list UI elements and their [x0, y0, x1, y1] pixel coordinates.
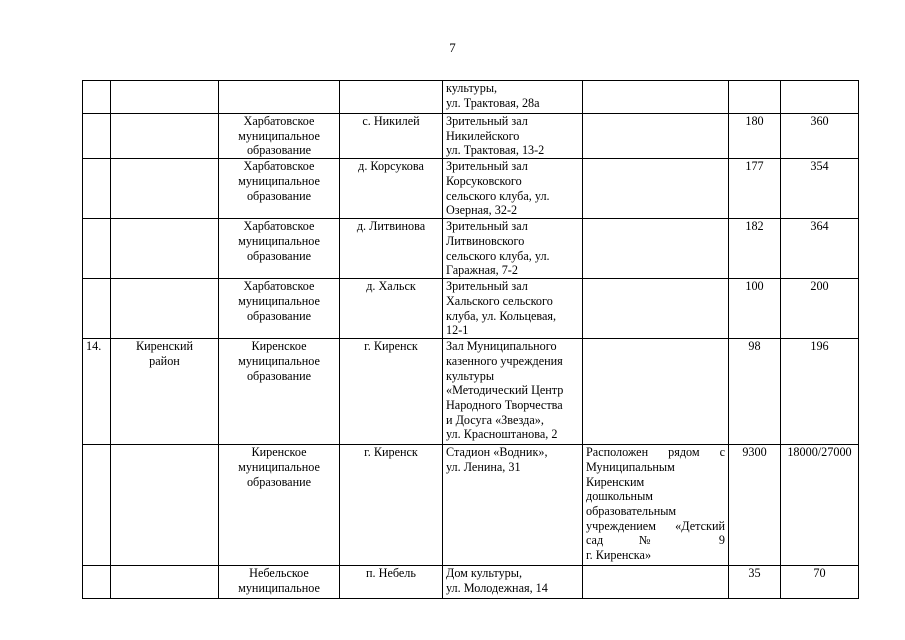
venue-cell [443, 279, 583, 339]
cell-text: 98 [748, 339, 761, 354]
municipality-cell [219, 219, 340, 279]
capacity-total-cell [781, 81, 859, 114]
cell-line: Зрительный зал [446, 114, 528, 128]
capacity-total-cell [781, 279, 859, 339]
table-row [83, 81, 859, 114]
cell-line: Стадион «Водник», [446, 445, 548, 460]
district-cell [111, 339, 219, 445]
table-row [83, 114, 859, 159]
cell-line: район [149, 353, 180, 368]
cell-line: муниципальное [238, 459, 320, 474]
capacity-total-cell [781, 114, 859, 159]
note-cell [583, 159, 729, 219]
capacity-cell [729, 279, 781, 339]
settlement-cell [340, 114, 443, 159]
row-number-cell [83, 114, 111, 159]
cell-text: 196 [810, 339, 829, 354]
cell-line: культуры, [446, 81, 498, 95]
cell-line: Киренским [586, 474, 645, 489]
capacity-total-cell [781, 566, 859, 599]
settlement-cell [340, 279, 443, 339]
cell-line: Зрительный зал [446, 279, 528, 294]
settlement-cell [340, 159, 443, 219]
venue-cell [443, 339, 583, 445]
table-row [83, 339, 859, 445]
table-row [83, 159, 859, 219]
cell-line: Корсуковского [446, 173, 522, 188]
cell-text: с. Никилей [362, 114, 420, 128]
cell-line: Зрительный зал [446, 219, 528, 234]
cell-line: дошкольным [586, 489, 653, 504]
note-cell [583, 339, 729, 445]
capacity-cell [729, 445, 781, 566]
cell-text: 182 [745, 219, 764, 234]
venue-cell [443, 114, 583, 159]
district-cell [111, 279, 219, 339]
cell-line: образование [246, 188, 312, 203]
cell-line: Хальского сельского [446, 293, 553, 308]
row-number-cell [83, 339, 111, 445]
district-cell [111, 159, 219, 219]
municipality-cell [219, 114, 340, 159]
settlement-cell [340, 339, 443, 445]
row-number-cell [83, 279, 111, 339]
cell-text: 9300 [742, 445, 767, 460]
cell-text: 14. [86, 339, 102, 354]
row-number-cell [83, 219, 111, 279]
cell-text: 180 [745, 114, 764, 128]
cell-text: 70 [813, 566, 826, 581]
cell-line: муниципальное [238, 173, 320, 188]
cell-text: 354 [810, 159, 829, 174]
row-number-cell [83, 566, 111, 599]
capacity-cell [729, 219, 781, 279]
note-cell [583, 219, 729, 279]
cell-text: 177 [745, 159, 764, 174]
cell-text: 100 [745, 279, 764, 294]
venue-cell [443, 566, 583, 599]
municipality-cell [219, 339, 340, 445]
cell-line: Харбатовское [243, 219, 315, 234]
cell-line: сельского клуба, ул. [446, 248, 550, 263]
capacity-cell [729, 159, 781, 219]
cell-line: образование [246, 143, 312, 158]
cell-line: Харбатовское [243, 279, 315, 294]
cell-text: д. Корсукова [358, 159, 424, 174]
table-row [83, 279, 859, 339]
cell-line: сельского клуба, ул. [446, 188, 550, 203]
cell-line: муниципальное [238, 293, 320, 308]
district-cell [111, 114, 219, 159]
cell-line: Киренское [251, 339, 307, 354]
cell-line: Гаражная, 7-2 [446, 263, 518, 278]
cell-line: Небельское [249, 566, 309, 581]
settlement-cell [340, 81, 443, 114]
cell-text: 35 [748, 566, 761, 581]
cell-line: Харбатовское [243, 114, 315, 128]
cell-line: Харбатовское [243, 159, 315, 174]
cell-line: ул. Трактовая, 13-2 [446, 143, 545, 158]
cell-text: г. Киренск [364, 339, 418, 354]
cell-line: клуба, ул. Кольцевая, [446, 308, 557, 323]
cell-text: 200 [810, 279, 829, 294]
cell-text: п. Небель [366, 566, 416, 581]
district-cell [111, 445, 219, 566]
row-number-cell [83, 81, 111, 114]
cell-text: д. Хальск [366, 279, 416, 294]
cell-line: казенного учреждения [446, 353, 563, 368]
cell-line: Зрительный зал [446, 159, 528, 174]
cell-line: Никилейского [446, 128, 520, 143]
settlement-cell [340, 219, 443, 279]
municipality-cell [219, 81, 340, 114]
cell-text: 18000/27000 [787, 445, 852, 460]
cell-line: Зал Муниципального [446, 339, 557, 354]
cell-line: образование [246, 248, 312, 263]
note-cell [583, 114, 729, 159]
district-cell [111, 81, 219, 114]
cell-line: образовательным [586, 503, 677, 518]
cell-line: муниципальное [238, 353, 320, 368]
cell-line: ул. Молодежная, 14 [446, 580, 548, 595]
district-cell [111, 219, 219, 279]
cell-line: г. Киренска» [586, 548, 652, 563]
cell-line: Народного Творчества [446, 397, 563, 412]
district-cell [111, 566, 219, 599]
cell-line: Литвиновского [446, 233, 525, 248]
cell-line: образование [246, 368, 312, 383]
cell-line: и Досуга «Звезда», [446, 412, 544, 427]
capacity-cell [729, 114, 781, 159]
cell-line: Киренский [135, 339, 194, 354]
cell-line: муниципальное [238, 580, 320, 595]
capacity-total-cell [781, 159, 859, 219]
cell-line: Расположен рядом с [586, 445, 725, 460]
capacity-total-cell [781, 219, 859, 279]
cell-line: муниципальное [238, 233, 320, 248]
capacity-total-cell [781, 339, 859, 445]
row-number-cell [83, 159, 111, 219]
capacity-cell [729, 81, 781, 114]
municipality-cell [219, 445, 340, 566]
venue-cell [443, 81, 583, 114]
cell-line: Киренское [251, 445, 307, 460]
cell-line: образование [246, 308, 312, 323]
capacity-total-cell [781, 445, 859, 566]
venue-cell [443, 159, 583, 219]
cell-text: д. Литвинова [356, 219, 426, 234]
cell-text: г. Киренск [364, 445, 418, 460]
venues-table [82, 80, 859, 599]
table-row [83, 566, 859, 599]
note-cell [583, 445, 729, 566]
table-row [83, 445, 859, 566]
note-cell [583, 566, 729, 599]
cell-line: образование [246, 474, 312, 489]
municipality-cell [219, 159, 340, 219]
venue-cell [443, 219, 583, 279]
cell-line: Дом культуры, [446, 566, 523, 581]
settlement-cell [340, 566, 443, 599]
page-number: 7 [449, 40, 456, 55]
cell-line: 12-1 [446, 323, 469, 338]
venue-cell [443, 445, 583, 566]
settlement-cell [340, 445, 443, 566]
cell-line: культуры [446, 368, 495, 383]
cell-line: Муниципальным [586, 459, 675, 474]
cell-line: «Методический Центр [446, 383, 564, 398]
note-cell [583, 279, 729, 339]
table-row [83, 219, 859, 279]
municipality-cell [219, 566, 340, 599]
cell-line: ул. Трактовая, 28а [446, 95, 540, 110]
row-number-cell [83, 445, 111, 566]
municipality-cell [219, 279, 340, 339]
cell-text: 360 [810, 114, 829, 128]
note-cell [583, 81, 729, 114]
cell-line: муниципальное [238, 128, 320, 143]
capacity-cell [729, 566, 781, 599]
cell-line: ул. Красноштанова, 2 [446, 427, 558, 442]
cell-text: 364 [810, 219, 829, 234]
capacity-cell [729, 339, 781, 445]
cell-line: ул. Ленина, 31 [446, 459, 521, 474]
cell-line: учреждением «Детский [586, 518, 725, 533]
cell-line: Озерная, 32-2 [446, 203, 518, 218]
cell-line: сад № 9 [586, 533, 725, 548]
